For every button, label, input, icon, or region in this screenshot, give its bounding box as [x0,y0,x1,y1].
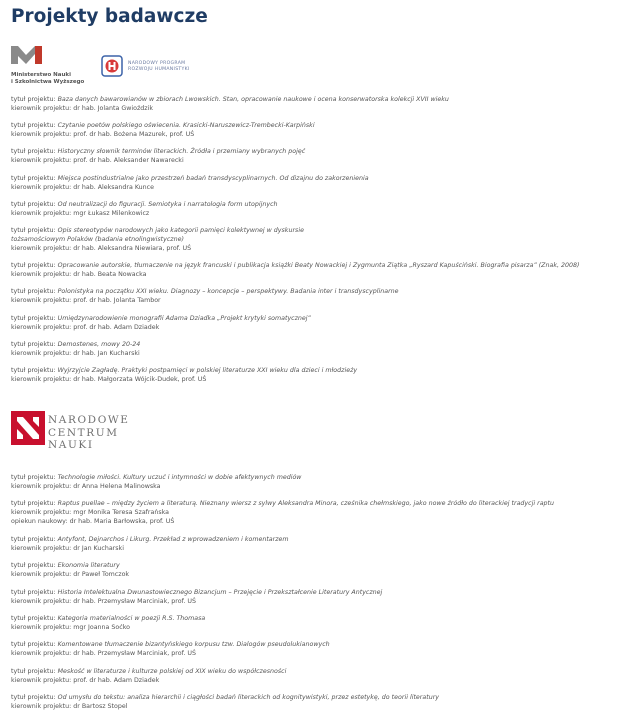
project-title-label: tytuł projektu: [11,226,58,234]
project-item [11,261,611,279]
project-manager-line [11,244,611,253]
project-title-label: tytuł projektu: [11,588,58,596]
project-title-line [11,366,611,375]
project-title-line [11,535,611,544]
project-title-line [11,95,611,104]
ncn-name-line2: CENTRUM [48,426,119,439]
nprh-name-line2: ROZWOJU HUMANISTYKI [128,67,190,72]
project-item [11,693,611,711]
project-title-label: tytuł projektu: [11,174,58,182]
project-manager-label: kierownik projektu: [11,105,74,112]
project-title: Baza danych bawarowianów w zbiorach Lwowskich. Stan, opracowanie naukowe i ocena konserwatorska kolekcji XVII wieku [57,96,449,103]
project-item [11,588,611,606]
project-manager-label: kierownik projektu: [11,375,74,383]
ncn-emblem-icon [11,411,45,445]
project-manager-line [11,544,611,553]
project-manager-label: kierownik projektu: [11,131,74,139]
project-title: Umiędzynarodowienie monografii Adama Dziadka „Projekt krytyki somatycznej” [57,314,311,322]
project-title: Miejsca postindustrialne jako przestrzeń badań transdyscyplinarnych. Od dizajnu do zakorzenienia [57,174,369,182]
project-manager: dr hab. Przemysław Marciniak, prof. UŚ [73,650,196,658]
project-item [11,287,611,305]
project-manager: dr hab. Aleksandra Kunce [73,183,154,191]
project-item [11,174,611,192]
project-title-label: tytuł projektu: [11,500,58,508]
project-manager-line [11,649,611,658]
project-title-line [11,561,611,570]
project-item [11,95,611,113]
project-manager-line [11,702,611,711]
project-list-ncn [11,473,611,720]
project-manager: dr hab. Małgorzata Wójcik-Dudek, prof. UŚ [73,375,207,383]
project-manager-label: kierownik projektu: [11,597,74,605]
project-item [11,667,611,685]
project-title-line [11,314,611,323]
ministry-name-line1: Ministerstwo Nauki [11,72,71,78]
project-manager-line [11,597,611,606]
project-manager: dr hab. Beata Nowacka [73,271,147,279]
project-manager-label: kierownik projektu: [11,349,74,357]
project-manager: dr Paweł Tomczok [73,571,130,579]
project-manager-line [11,349,611,358]
project-manager-line [11,209,611,218]
project-title: Antyfont, Dejnarchos i Likurg. Przekład z wprowadzeniem i komentarzem [57,535,289,543]
project-manager: mgr Monika Teresa Szafrańska [73,509,170,517]
project-manager-label: kierownik projektu: [11,271,74,279]
ministry-logo[interactable] [11,46,91,90]
project-title-line [11,147,611,156]
project-title: Technologie miłości. Kultury uczuć i intymności w dobie afektywnych mediów [57,474,302,481]
project-manager-line [11,270,611,279]
project-title-line [11,640,611,649]
project-title: Wyjrzyjcie Zagładę. Praktyki postpamięci w polskiej literaturze XXI wieku dla dzieci i młodzieży [57,366,358,374]
project-manager-line [11,130,611,139]
project-title: Demostenes, mowy 20-24 [57,340,141,348]
project-manager-line [11,375,611,384]
project-manager-label: kierownik projektu: [11,323,74,331]
project-title-line [11,614,611,623]
project-manager-line [11,183,611,192]
project-manager-label: kierownik projektu: [11,544,74,552]
project-manager: mgr Łukasz Milenkowicz [73,209,150,217]
project-item [11,226,611,253]
project-manager-label: kierownik projektu: [11,703,74,711]
project-title-label: tytuł projektu: [11,314,58,322]
project-title: Od umysłu do tekstu: analiza hierarchii i ciągłości badań literackich od kognitywistyki, przez estetykę, do teorii literatury [57,694,440,702]
page-title: Projekty badawcze [11,6,208,27]
project-manager-line [11,570,611,579]
project-title-label: tytuł projektu: [11,340,58,348]
project-manager-label: kierownik projektu: [11,483,74,490]
project-manager: dr Jan Kucharski [73,544,124,552]
project-item [11,340,611,358]
project-manager: dr Anna Helena Malinowska [73,483,161,490]
project-title-line [11,667,611,676]
project-title-label: tytuł projektu: [11,122,58,130]
project-title-line [11,226,611,235]
project-title-label: tytuł projektu: [11,366,58,374]
project-manager-label: kierownik projektu: [11,623,74,631]
project-manager-line [11,296,611,305]
project-title: Historyczny słownik terminów literackich. Źródła i przemiany wybranych pojęć [57,148,306,156]
sponsor-logos [11,46,271,90]
project-title: Od neutralizacji do figuracji. Semiotyka i narratologia form utopijnych [57,200,278,208]
project-manager: dr Bartosz Stopel [73,703,128,711]
ncn-name-line1: NARODOWE [48,414,130,426]
project-title-line [11,693,611,702]
project-manager-line [11,676,611,685]
project-manager-line [11,323,611,332]
project-title-line [11,473,611,482]
project-manager-line [11,508,611,517]
project-title-label: tytuł projektu: [11,474,58,481]
project-manager-line [11,482,611,491]
project-supervisor-line [11,517,611,526]
project-title: Opracowanie autorskie, tłumaczenie na język francuski i publikacja książki Beaty Nowackiej i Zygmunta Ziątka „Ryszard Kapuściński. Biografia pisarza” (Znak, 2008) [57,262,580,270]
project-title-line [11,287,611,296]
project-item [11,121,611,139]
project-title-line [11,200,611,209]
project-title: Opis stereotypów narodowych jako kategorii pamięci kolektywnej w dyskursie [57,226,304,234]
project-item [11,314,611,332]
project-title: Czytanie poetów polskiego oświecenia. Krasicki-Naruszewicz-Trembecki-Karpiński [57,122,315,130]
project-title-label: tytuł projektu: [11,667,58,675]
project-item [11,147,611,165]
project-title-label: tytuł projektu: [11,694,58,702]
project-title: Ekonomia literatury [57,562,120,570]
project-title: Historia Intelektualna Dwunastowiecznego Bizancjum – Przejęcie i Przekształcenie Literatury Antycznej [57,588,383,596]
project-manager: dr hab. Jolanta Gwioździk [73,105,153,112]
project-manager-label: kierownik projektu: [11,244,74,252]
project-title-label: tytuł projektu: [11,262,58,270]
project-manager: dr hab. Przemysław Marciniak, prof. UŚ [73,597,196,605]
project-item [11,366,611,384]
project-manager-line [11,156,611,165]
project-manager: prof. dr hab. Adam Dziadek [73,323,160,331]
project-manager-label: kierownik projektu: [11,650,74,658]
project-manager: dr hab. Aleksandra Niewiara, prof. UŚ [73,244,192,252]
project-supervisor-label: opiekun naukowy: [11,518,70,526]
project-item [11,640,611,658]
project-title: Polonistyka na początku XXI wieku. Diagnozy – koncepcje – perspektywy. Badania inter i transdyscyplinarne [57,288,399,296]
project-manager: prof. dr hab. Adam Dziadek [73,676,160,684]
project-title-label: tytuł projektu: [11,200,58,208]
project-manager-label: kierownik projektu: [11,676,74,684]
project-title: Raptus puellae – między życiem a literaturą. Nieznany wiersz z sylwy Aleksandra Minora, cześnika chełmskiego, jako nowe źródło do literackiej tradycji raptu [57,500,555,508]
project-manager: prof. dr hab. Jolanta Tambor [73,297,161,305]
project-title-line [11,261,611,270]
project-title-label: tytuł projektu: [11,535,58,543]
ministry-name-line2: i Szkolnictwa Wyższego [11,78,85,85]
project-title-line [11,588,611,597]
project-manager-line [11,104,611,113]
project-title-label: tytuł projektu: [11,641,58,649]
project-manager: dr hab. Jan Kucharski [73,349,140,357]
project-manager-label: kierownik projektu: [11,297,74,305]
project-title-label: tytuł projektu: [11,96,58,103]
project-title: Kategoria materialności w poezji R.S. Thomasa [57,614,206,622]
project-item [11,499,611,526]
project-title-label: tytuł projektu: [11,288,58,296]
ministry-emblem-icon [11,46,43,68]
project-title-label: tytuł projektu: [11,148,58,156]
project-title-line [11,235,611,244]
project-manager-label: kierownik projektu: [11,571,74,579]
project-title-continued: tożsamościowym Polaków (badania etnolingwistyczne) [11,235,184,243]
ncn-name-line3: NAUKI [48,439,94,451]
project-item [11,473,611,491]
project-item [11,561,611,579]
project-supervisor: dr hab. Maria Barłowska, prof. UŚ [69,518,175,526]
project-manager: mgr Joanna Soćko [73,623,130,631]
project-title-line [11,174,611,183]
project-manager-label: kierownik projektu: [11,183,74,191]
project-title: Komentowane tłumaczenie bizantyńskiego korpusu tzw. Dialogów pseudolukianowych [57,641,330,649]
nprh-emblem-icon [101,55,123,77]
project-list-mnisw [11,95,611,392]
project-manager-label: kierownik projektu: [11,509,74,517]
project-title-line [11,499,611,508]
project-item [11,200,611,218]
project-manager-label: kierownik projektu: [11,157,74,165]
ncn-logo[interactable] [11,411,151,453]
project-title-line [11,121,611,130]
project-title-label: tytuł projektu: [11,562,58,570]
nprh-logo[interactable] [101,55,221,79]
project-title-label: tytuł projektu: [11,614,58,622]
project-manager-line [11,623,611,632]
project-manager: prof. dr hab. Bożena Mazurek, prof. UŚ [73,131,195,139]
project-manager: prof. dr hab. Aleksander Nawarecki [73,157,184,165]
project-item [11,535,611,553]
project-manager-label: kierownik projektu: [11,209,74,217]
project-title: Meskość w literaturze i kulturze polskiej od XIX wieku do współczesności [57,667,287,675]
project-title-line [11,340,611,349]
nprh-name-line1: NARODOWY PROGRAM [128,61,186,66]
project-item [11,614,611,632]
